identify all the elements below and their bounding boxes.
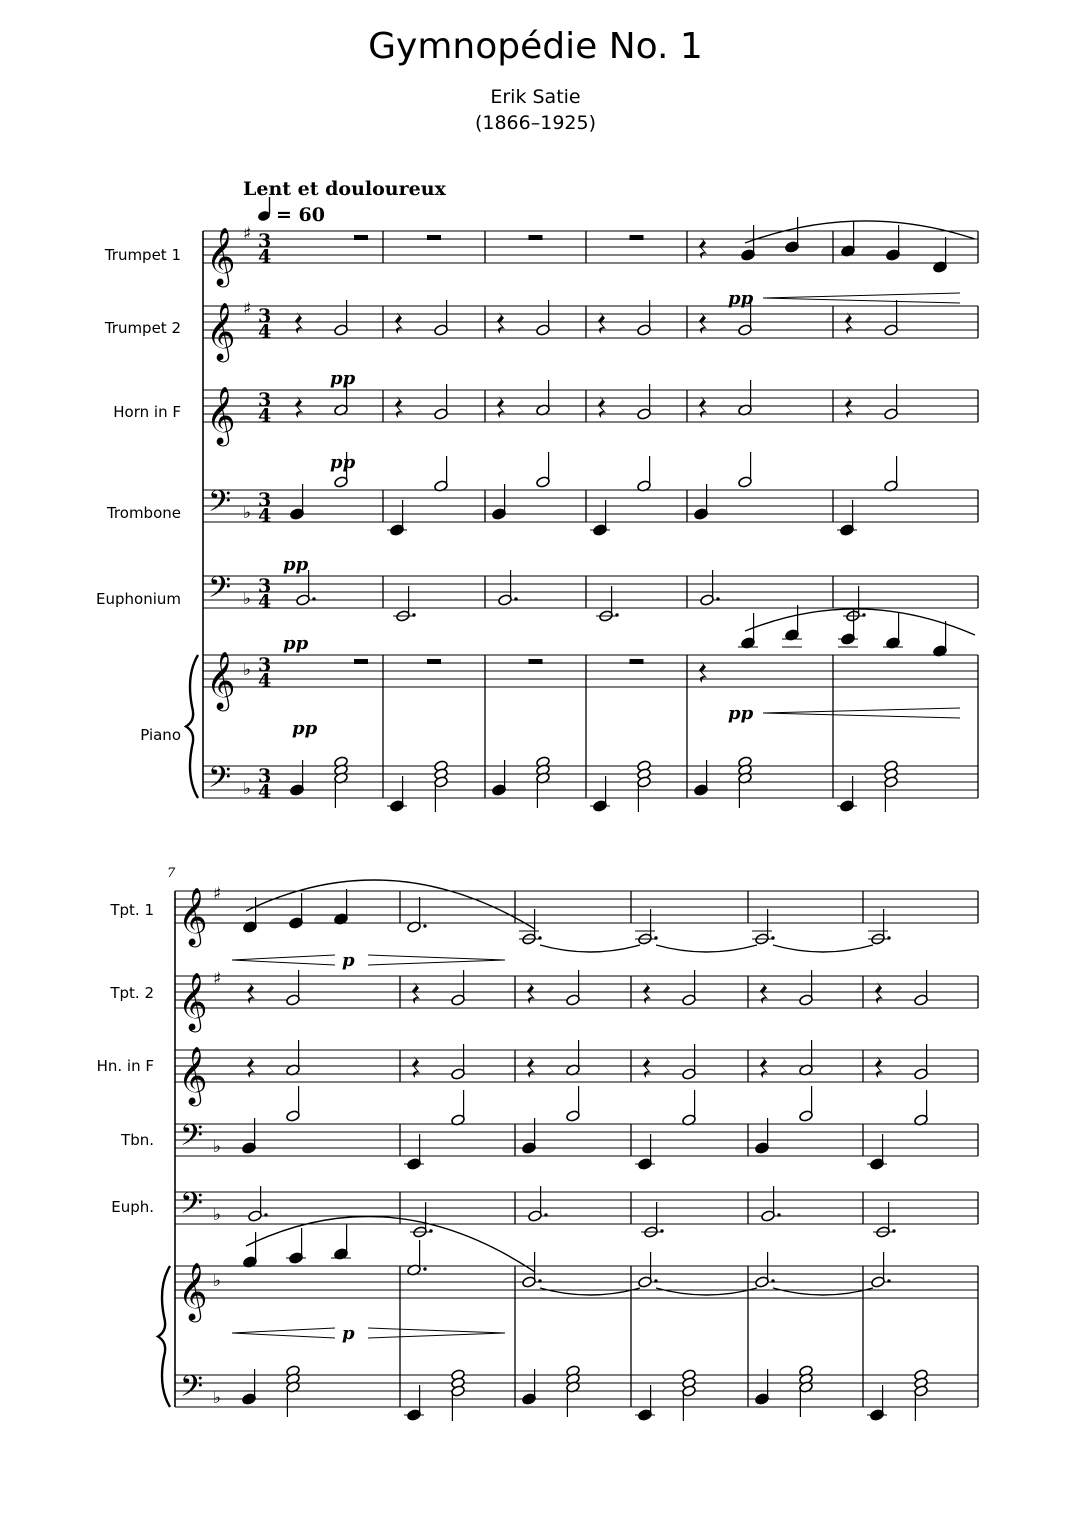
whole-rest-icon: [630, 235, 644, 240]
dynamic-pp: pp: [728, 703, 754, 724]
time-signature-top: 3: [258, 654, 272, 676]
hairpin-line: [368, 1328, 505, 1333]
hairpin-line: [763, 298, 960, 303]
treble-clef-icon: 𝄞: [178, 972, 208, 1030]
hairpin-line: [368, 960, 505, 965]
measure-number: 7: [167, 866, 176, 881]
time-signature-bottom: 4: [258, 591, 272, 613]
quarter-rest-icon: [643, 982, 651, 1004]
instrument-abbr-horn: Hn. in F: [96, 1057, 154, 1075]
key-sharp-icon: ♯: [243, 299, 252, 319]
hairpin-line: [763, 293, 960, 298]
slur: [246, 1216, 535, 1272]
quarter-rest-icon: [760, 982, 768, 1004]
time-signature-top: 3: [258, 230, 272, 252]
bass-clef-icon: 𝄢: [208, 485, 232, 526]
quarter-rest-icon: [643, 1056, 651, 1078]
dot: [423, 1267, 426, 1270]
bass-clef-icon: 𝄢: [180, 1119, 204, 1160]
time-signature-bottom: 4: [258, 246, 272, 268]
hairpin-line: [232, 1328, 335, 1333]
dot: [887, 1279, 890, 1282]
quarter-rest-icon: [497, 396, 505, 418]
piano-brace: [186, 655, 198, 798]
quarter-rest-icon: [247, 1056, 255, 1078]
dot: [777, 1213, 780, 1216]
quarter-rest-icon: [699, 237, 707, 259]
whole-rest-icon: [529, 659, 543, 664]
quarter-rest-icon: [497, 312, 505, 334]
score-title: Gymnopédie No. 1: [368, 26, 703, 67]
tie: [540, 1288, 640, 1295]
key-flat-icon: ♭: [243, 589, 252, 609]
dot: [264, 1213, 267, 1216]
hairpin-line: [763, 713, 960, 718]
dot: [312, 597, 315, 600]
time-signature-bottom: 4: [258, 321, 272, 343]
hairpin-line: [368, 955, 505, 960]
key-flat-icon: ♭: [243, 503, 252, 523]
dot: [514, 597, 517, 600]
treble-clef-icon: 𝄞: [206, 302, 236, 360]
instrument-abbr-trombone: Tbn.: [121, 1131, 154, 1149]
instrument-label-trombone: Trombone: [106, 504, 181, 522]
key-sharp-icon: ♯: [243, 224, 252, 244]
dot: [771, 1279, 774, 1282]
composer-name: Erik Satie: [490, 86, 581, 108]
instrument-abbr-euphonium: Euph.: [111, 1198, 154, 1216]
dynamic-p: p: [342, 950, 355, 971]
treble-clef-icon: 𝄞: [178, 887, 208, 945]
quarter-rest-icon: [875, 1056, 883, 1078]
dynamic-pp: pp: [728, 288, 754, 309]
dot: [654, 1279, 657, 1282]
dot: [544, 1213, 547, 1216]
instrument-label-euphonium: Euphonium: [96, 590, 181, 608]
quarter-rest-icon: [699, 312, 707, 334]
treble-clef-icon: 𝄞: [178, 1262, 208, 1320]
quarter-rest-icon: [527, 982, 535, 1004]
key-flat-icon: ♭: [243, 779, 252, 799]
hairpin-line: [763, 708, 960, 713]
tempo-quarter-note-icon: [257, 197, 271, 222]
piano-brace: [158, 1266, 170, 1407]
quarter-rest-icon: [598, 312, 606, 334]
treble-clef-icon: 𝄞: [206, 651, 236, 709]
tie: [773, 1288, 873, 1295]
dynamic-pp: pp: [330, 452, 356, 473]
bass-clef-icon: 𝄢: [180, 1187, 204, 1228]
whole-rest-icon: [427, 235, 441, 240]
key-flat-icon: ♭: [213, 1205, 222, 1225]
key-sharp-icon: ♯: [213, 884, 222, 904]
instrument-abbr-trumpet-1: Tpt. 1: [110, 901, 154, 919]
time-signature-top: 3: [258, 489, 272, 511]
bass-clef-icon: 𝄢: [208, 761, 232, 802]
instrument-abbr-trumpet-2: Tpt. 2: [110, 984, 154, 1002]
whole-rest-icon: [427, 659, 441, 664]
hairpin-line: [232, 955, 335, 960]
quarter-rest-icon: [760, 1056, 768, 1078]
time-signature-bottom: 4: [258, 505, 272, 527]
quarter-rest-icon: [395, 312, 403, 334]
time-signature-top: 3: [258, 305, 272, 327]
quarter-rest-icon: [527, 1056, 535, 1078]
quarter-rest-icon: [295, 396, 303, 418]
quarter-rest-icon: [699, 661, 707, 683]
key-flat-icon: ♭: [243, 660, 252, 680]
hairpin-line: [232, 1333, 335, 1338]
tie: [540, 945, 640, 952]
time-signature-bottom: 4: [258, 670, 272, 692]
key-flat-icon: ♭: [213, 1137, 222, 1157]
composer-dates: (1866–1925): [474, 112, 597, 134]
quarter-rest-icon: [412, 982, 420, 1004]
whole-rest-icon: [354, 235, 368, 240]
treble-clef-icon: 𝄞: [206, 227, 236, 285]
quarter-rest-icon: [247, 982, 255, 1004]
quarter-rest-icon: [845, 312, 853, 334]
quarter-rest-icon: [295, 312, 303, 334]
whole-rest-icon: [529, 235, 543, 240]
dot: [538, 1279, 541, 1282]
hairpin-line: [368, 1333, 505, 1338]
slur: [246, 880, 535, 929]
key-sharp-icon: ♯: [213, 969, 222, 989]
instrument-label-trumpet-1: Trumpet 1: [104, 246, 181, 264]
instrument-label-trumpet-2: Trumpet 2: [104, 319, 181, 337]
quarter-rest-icon: [598, 396, 606, 418]
dynamic-p: p: [342, 1323, 355, 1344]
quarter-rest-icon: [845, 396, 853, 418]
tie: [656, 1288, 757, 1295]
quarter-rest-icon: [875, 982, 883, 1004]
time-signature-top: 3: [258, 575, 272, 597]
slur: [745, 609, 975, 635]
dynamic-pp: pp: [283, 554, 309, 575]
instrument-label-piano: Piano: [140, 726, 181, 744]
dynamic-pp: pp: [330, 368, 356, 389]
dot: [716, 597, 719, 600]
whole-rest-icon: [630, 659, 644, 664]
tie: [773, 945, 873, 952]
quarter-rest-icon: [412, 1056, 420, 1078]
hairpin-line: [232, 960, 335, 965]
tempo-text: Lent et douloureux: [243, 178, 446, 200]
tie: [656, 945, 757, 952]
time-signature-top: 3: [258, 389, 272, 411]
quarter-rest-icon: [699, 396, 707, 418]
time-signature-bottom: 4: [258, 781, 272, 803]
whole-rest-icon: [354, 659, 368, 664]
instrument-label-horn: Horn in F: [113, 403, 181, 421]
notation-layer: [158, 217, 978, 1421]
slur: [745, 221, 975, 243]
tempo-mark: = 60: [276, 204, 325, 226]
quarter-rest-icon: [395, 396, 403, 418]
dynamic-pp: pp: [292, 718, 318, 739]
treble-clef-icon: 𝄞: [178, 1046, 208, 1104]
treble-clef-icon: 𝄞: [206, 386, 236, 444]
bass-clef-icon: 𝄢: [208, 571, 232, 612]
key-flat-icon: ♭: [213, 1388, 222, 1408]
bass-clef-icon: 𝄢: [180, 1370, 204, 1411]
dot: [423, 924, 426, 927]
time-signature-bottom: 4: [258, 405, 272, 427]
key-flat-icon: ♭: [213, 1271, 222, 1291]
dynamic-pp: pp: [283, 633, 309, 654]
time-signature-top: 3: [258, 765, 272, 787]
